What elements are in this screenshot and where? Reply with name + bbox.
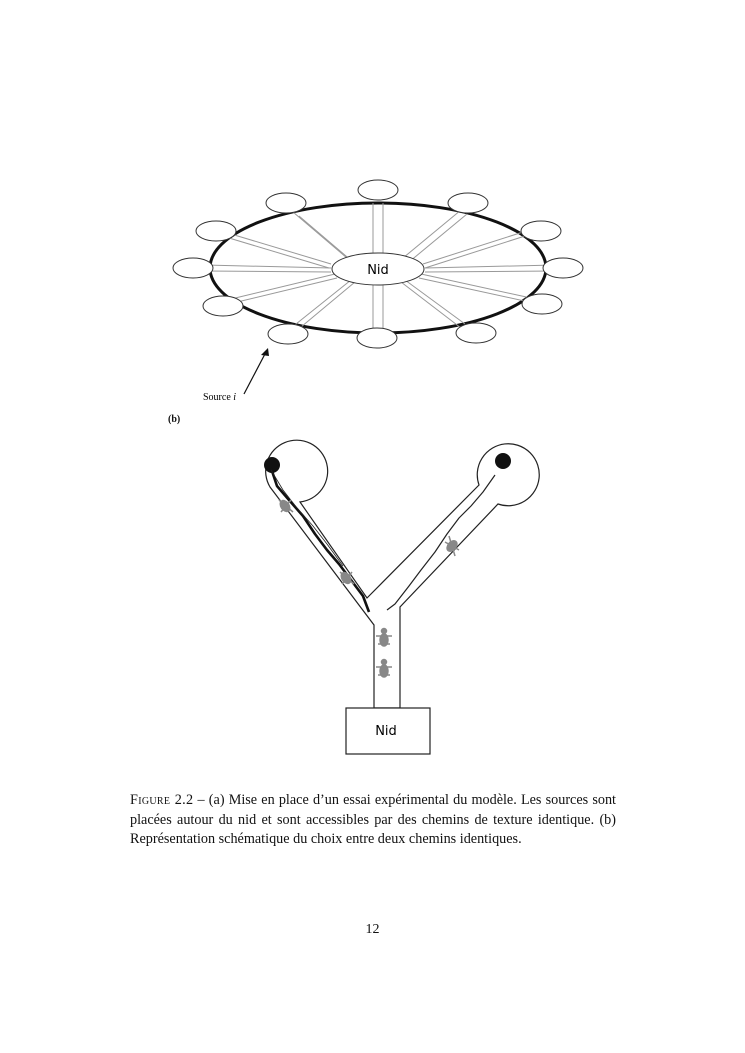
figure-b-diagram xyxy=(225,430,555,765)
source-node xyxy=(357,328,397,348)
source-node xyxy=(266,193,306,213)
right-source-dot xyxy=(495,453,511,469)
source-node xyxy=(196,221,236,241)
figure-caption xyxy=(130,791,616,850)
panel-label-b: (b) xyxy=(168,414,181,425)
source-node xyxy=(521,221,561,241)
caption-text: – (a) Mise en place d’un essai expérimental du modèle. Les sources sont placées autour du nid et sont accessibles par des chemins de texture identique. (b) Représentation schématique du choix entre deux chemins identiques. xyxy=(130,792,616,847)
figure-a-diagram xyxy=(165,172,595,412)
source-node xyxy=(358,180,398,200)
source-node xyxy=(522,294,562,314)
source-node xyxy=(268,324,308,344)
y-maze-outline xyxy=(266,440,540,708)
source-node xyxy=(173,258,213,278)
page-number: 12 xyxy=(365,922,380,937)
arrow-head xyxy=(261,348,269,356)
caption-figure-number: Figure 2.2 xyxy=(130,792,194,808)
source-node xyxy=(448,193,488,213)
source-node xyxy=(543,258,583,278)
nest-box-label: Nid xyxy=(375,724,397,739)
nest-label: Nid xyxy=(367,263,389,278)
source-node xyxy=(203,296,243,316)
source-label: Source i xyxy=(203,392,237,403)
source-arrow xyxy=(244,352,266,394)
source-node xyxy=(456,323,496,343)
